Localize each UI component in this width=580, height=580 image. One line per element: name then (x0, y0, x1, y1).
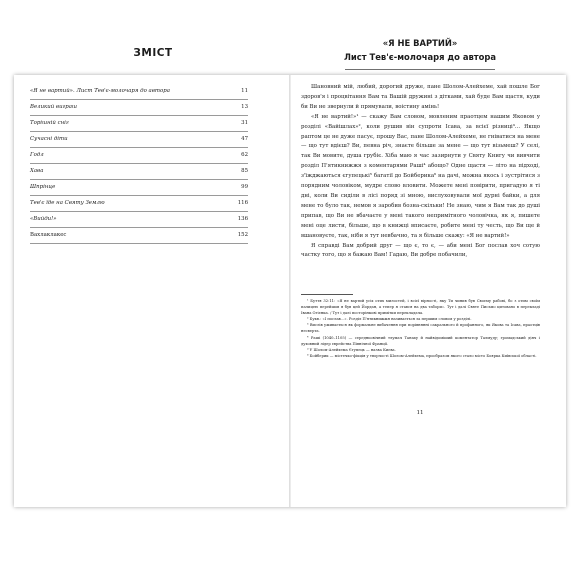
toc-entry[interactable] (30, 212, 248, 228)
toc-entry-page: 11 (241, 88, 248, 94)
chapter-title: Лист Тев'є-молочаря до автора (343, 52, 497, 62)
chapter-quote-heading: «Я НЕ ВАРТИЙ» (382, 38, 458, 48)
toc-entry[interactable] (30, 84, 248, 100)
toc-entry-page: 85 (241, 168, 248, 174)
body-paragraph: «Я не вартий!»¹ — скажу Вам словом, мовленим праотцем нашим Яковом у розділі «Вайішлах»², коли рушив він супроти Ісава, за всієї різниці³... Якщо раптом це не дуже пасує, прошу Вас, пане Шолом-Алейхеме, не гніватися на мене — що тут вдієш? Ви, певна річ, знаєте більше за мене — що тут візьмеш? У селі, так Ви мовите, душа грубіє. Хіба маю я час зазирнути у Святу Книгу чи вивчити розділ П'ятикнижжя з коментарями Раші⁴ абощо? Одне щастя — літо на підході, з'їжджаються єгупецькі⁵ багатії до Бойберика⁶ на дачі, можна якось і зустрітися з порядним чоловіком, мудре слово вловити. Можете мені повірити, пригадую я ті дні, коли Ви сиділи в лісі поряд зі мною, вислуховували мої дурні байки, а для мене то було так, немов я заробив бозна-скільки! Не знаю, чим я Вам так до душі припав, що Ви не вбачаєте у мені такого непримітного чоловічка, як я, пишете мені оце листи, більше, що в книжці вписаєте, робите мені ту честь, що Ви ще й вшановуєте, так, ніби я тут невбачно, та я більше скажу: «Я не вартий!» (301, 113, 540, 239)
table-of-contents (30, 84, 248, 244)
toc-entry[interactable] (30, 116, 248, 132)
toc-entry-title: Тев'є їде на Святу Землю (30, 200, 105, 206)
toc-entry-page: 116 (237, 200, 248, 206)
toc-entry[interactable] (30, 196, 248, 212)
toc-entry-title: «Я не вартий». Лист Тев'є-молочаря до автора (30, 88, 170, 94)
toc-entry-page: 31 (241, 120, 248, 126)
footnote: ⁵ У Шолом-Алейхема Єгупець — назва Києва. (307, 347, 396, 352)
toc-entry-title: «Вийди!» (30, 216, 57, 222)
toc-entry[interactable] (30, 100, 248, 116)
toc-entry[interactable] (30, 132, 248, 148)
toc-entry-title: Шпрінце (30, 184, 56, 190)
body-paragraph: Я справді Вам добрий друг — що є, то є, — аби мені Бог послав хоч сотую частку того, що я бажаю Вам! Гадаю, Ви добре побачили, (301, 242, 540, 259)
toc-entry-title: Хава (30, 168, 44, 174)
footnote: ³ Вислів уживається як формальне вибачення при порівнянні сакрального й профанного, як Якова та Ісава, праотців несверта. (301, 323, 540, 334)
toc-entry[interactable] (30, 180, 248, 196)
footnote: ¹ Буття 32:11: «Я не вартий усіх отих милостей, і всієї вірності, яку Ти чинив був Своєму рабові, бо з отим своїм палицею перейшов я був цей Йордан, а тепер я стався на два табори». Тут і далі Святе Письмо цитовано в перекладі Івана Огієнка. / Тут і далі посторінкові примітки перекладача. (301, 299, 540, 316)
toc-entry-page: 47 (241, 136, 248, 142)
toc-entry[interactable] (30, 164, 248, 180)
body-paragraph: Шановний мій, любий, дорогий друже, пане Шолом-Алейхеме, хай пошле Бог здоров'я і процвітання Вам та Вашій дружині з дітками, хай буде Вам щастя, куди би Ви не звернули й прямували, воістину амінь! (301, 84, 540, 110)
toc-entry-title: Сучасні діти (30, 136, 68, 142)
toc-entry-page: 136 (237, 216, 248, 222)
book-gutter (289, 75, 291, 507)
footnote-rule (301, 294, 353, 295)
footnote: ⁶ Бойберик — містечко-фікція у творчості Шолом-Алейхема, прообразом якого стало місто Боярка Київської області. (307, 353, 537, 358)
toc-entry-title: Великий виграш (30, 104, 78, 110)
chapter-body (301, 83, 540, 261)
footnote: ² Букв.: «І послав...». Розділ П'ятикнижжя називається за першим словом у розділі. (307, 317, 472, 322)
toc-entry-page: 13 (241, 104, 248, 110)
footnote: ⁴ Раші (1040–1105) — середньовічний тлумач Танаху й найвідоміший коментатор Талмуду; громадський діяч і духовний лідер єврейства Північної Франції. (301, 335, 540, 346)
toc-entry[interactable] (30, 148, 248, 164)
footnotes (301, 298, 540, 359)
toc-entry-page: 62 (241, 152, 248, 158)
page-number: 11 (416, 410, 424, 416)
toc-entry-page: 99 (241, 184, 248, 190)
toc-title: ЗМІСТ (133, 47, 173, 59)
toc-entry-title: Годл (30, 152, 44, 158)
toc-entry-title: Торішній сніг (30, 120, 69, 126)
chapter-title-rule (345, 69, 495, 70)
toc-entry-page: 152 (237, 232, 248, 238)
toc-entry[interactable] (30, 228, 248, 244)
toc-entry-title: Вахлаклакес (30, 232, 67, 238)
